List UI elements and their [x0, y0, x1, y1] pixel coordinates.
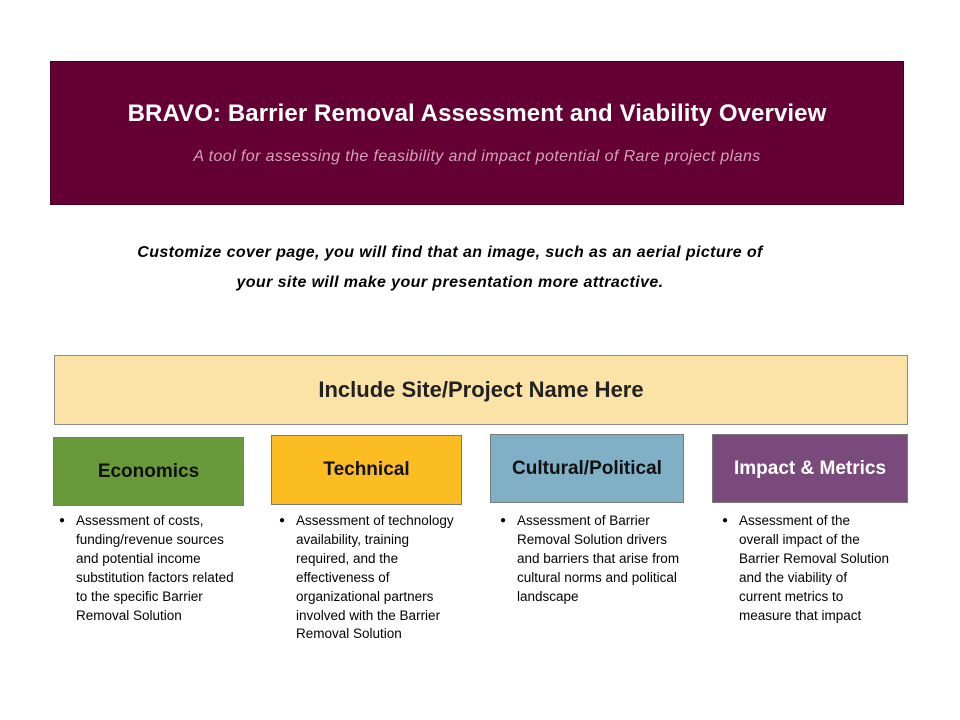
category-cultural-political [490, 434, 684, 503]
project-name-box[interactable] [54, 355, 908, 425]
description-impact-metrics [722, 512, 892, 625]
bullet-icon: ● [279, 515, 286, 526]
description-text: Assessment of the overall impact of the Barrier Removal Solution and the viability of current metrics to measure that impact [739, 513, 890, 623]
instruction-text: Customize cover page, you will find that an image, such as an aerial picture of your site will make your presentation more attractive. [137, 244, 763, 291]
description-text: Assessment of technology availability, training required, and the effectiveness of organizational partners involved with the Barrier Removal Solution [296, 513, 454, 642]
project-name-placeholder: Include Site/Project Name Here [318, 377, 644, 402]
category-label: Technical [323, 459, 410, 480]
description-cultural-political [500, 512, 685, 607]
page-title: BRAVO: Barrier Removal Assessment and Viability Overview [127, 100, 827, 127]
page-subtitle: A tool for assessing the feasibility and impact potential of Rare project plans [193, 148, 761, 165]
bullet-icon: ● [500, 515, 507, 526]
bullet-icon: ● [59, 515, 66, 526]
description-text: Assessment of Barrier Removal Solution drivers and barriers that arise from cultural norms and political landscape [517, 513, 680, 604]
bullet-icon: ● [722, 515, 729, 526]
category-impact-metrics [712, 434, 908, 503]
category-economics [53, 437, 244, 506]
description-economics [59, 512, 239, 625]
description-technical [279, 512, 464, 644]
category-label: Economics [97, 460, 200, 482]
category-label: Cultural/Political [512, 457, 662, 479]
description-text: Assessment of costs, funding/revenue sources and potential income substitution factors related to the specific Barrier Removal Solution [76, 513, 234, 623]
category-technical [271, 435, 462, 505]
category-label: Impact & Metrics [733, 457, 887, 479]
title-banner [50, 61, 904, 205]
